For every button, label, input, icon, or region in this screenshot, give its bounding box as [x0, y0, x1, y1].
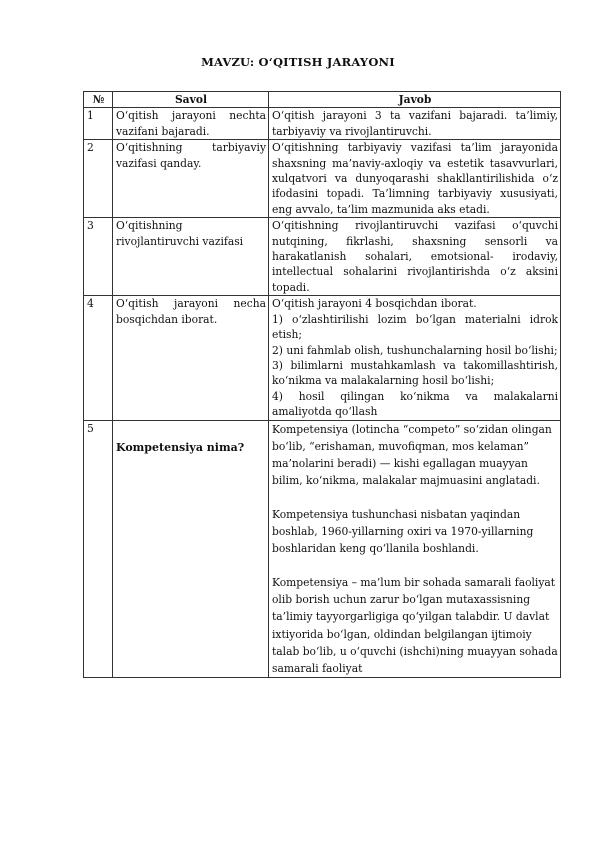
- question-cell: O‘qitishning rivojlantiruvchi vazifasi: [113, 218, 269, 296]
- answer-paragraph: Kompetensiya (lotincha “competo” so‘zidan olingan bo‘lib, “erishaman, muvofiqman, mos kelaman” ma’nolarini beradi) — kishi egallagan muayyan bilim, ko‘nikma, malakalar majmuasini anglatadi.: [272, 422, 552, 488]
- page-title: MAVZU: O‘QITISH JARAYONI: [201, 55, 395, 69]
- header-number: №: [84, 92, 113, 108]
- header-answer: Javob: [269, 92, 561, 108]
- row-number: 5: [84, 420, 113, 678]
- question-cell: O‘qitish jarayoni necha bosqichdan iborat.: [113, 296, 269, 420]
- answer-cell: [269, 296, 561, 420]
- table-row: [84, 420, 561, 678]
- row-number: 1: [84, 108, 113, 140]
- answer-cell: [269, 420, 561, 678]
- table-row: [84, 296, 561, 420]
- table-row: [84, 140, 561, 218]
- answer-text: O‘qitish jarayoni 3 ta vazifani bajaradi. ta’limiy, tarbiyaviy va rivojlantiruvchi.: [272, 109, 558, 138]
- answer-line: 2) uni fahmlab olish, tushunchalarning hosil bo‘lishi;: [272, 343, 558, 357]
- table-header-row: [84, 92, 561, 108]
- table-row: [84, 218, 561, 296]
- question-cell: O‘qitish jarayoni nechta vazifani bajaradi.: [113, 108, 269, 140]
- answer-line: O‘qitish jarayoni 4 bosqichdan iborat.: [272, 297, 477, 311]
- answer-paragraph: Kompetensiya tushunchasi nisbatan yaqindan boshlab, 1960-yillarning oxiri va 1970-yillarning boshlaridan keng qo‘llanila boshlandi.: [272, 507, 534, 556]
- row-number: 2: [84, 140, 113, 218]
- answer-line: 1) o‘zlashtirilishi lozim bo‘lgan materialni idrok etish;: [272, 312, 558, 342]
- answer-line: 3) bilimlarni mustahkamlash va takomillashtirish, ko‘nikma va malakalarning hosil bo‘lishi;: [272, 358, 558, 388]
- answer-text: O‘qitishning tarbiyaviy vazifasi ta’lim jarayonida shaxsning ma’naviy-axloqiy va estetik tasavvurlari, xulqatvori va dunyoqarashi shakllantirilishida o‘z ifodasini topadi. Ta’limning tarbiyaviy xususiyati, eng avvalo, ta’lim mazmunida aks etadi.: [272, 141, 558, 216]
- answer-cell: [269, 108, 561, 140]
- answer-paragraph: Kompetensiya – ma’lum bir sohada samarali faoliyat olib borish uchun zarur bo‘lgan mutaxassisning ta’limiy tayyorgarligiga qo‘yilgan talabdir. U davlat ixtiyorida bo‘lgan, oldindan belgilangan ijtimoiy talab bo‘lib, u o‘quvchi (ishchi)ning muayyan sohada samarali faoliyat: [272, 575, 558, 676]
- question-cell: O‘qitishning tarbiyaviy vazifasi qanday.: [113, 140, 269, 218]
- question-text: Kompetensiya nima?: [116, 440, 245, 454]
- row-number: 4: [84, 296, 113, 420]
- question-cell: [113, 420, 269, 678]
- header-question: Savol: [113, 92, 269, 108]
- answer-text: O‘qitishning rivojlantiruvchi vazifasi o‘quvchi nutqining, fikrlashi, shaxsning sensorli va harakatlanish sohalari, emotsional- irodaviy, intellectual sohalarini rivojlantirishda o‘z aksini topadi.: [272, 219, 558, 294]
- table-row: [84, 108, 561, 140]
- row-number: 3: [84, 218, 113, 296]
- answer-cell: [269, 140, 561, 218]
- answer-cell: [269, 218, 561, 296]
- answer-line: 4) hosil qilingan ko‘nikma va malakalarni amaliyotda qo‘llash: [272, 389, 558, 419]
- qa-table: [83, 91, 561, 678]
